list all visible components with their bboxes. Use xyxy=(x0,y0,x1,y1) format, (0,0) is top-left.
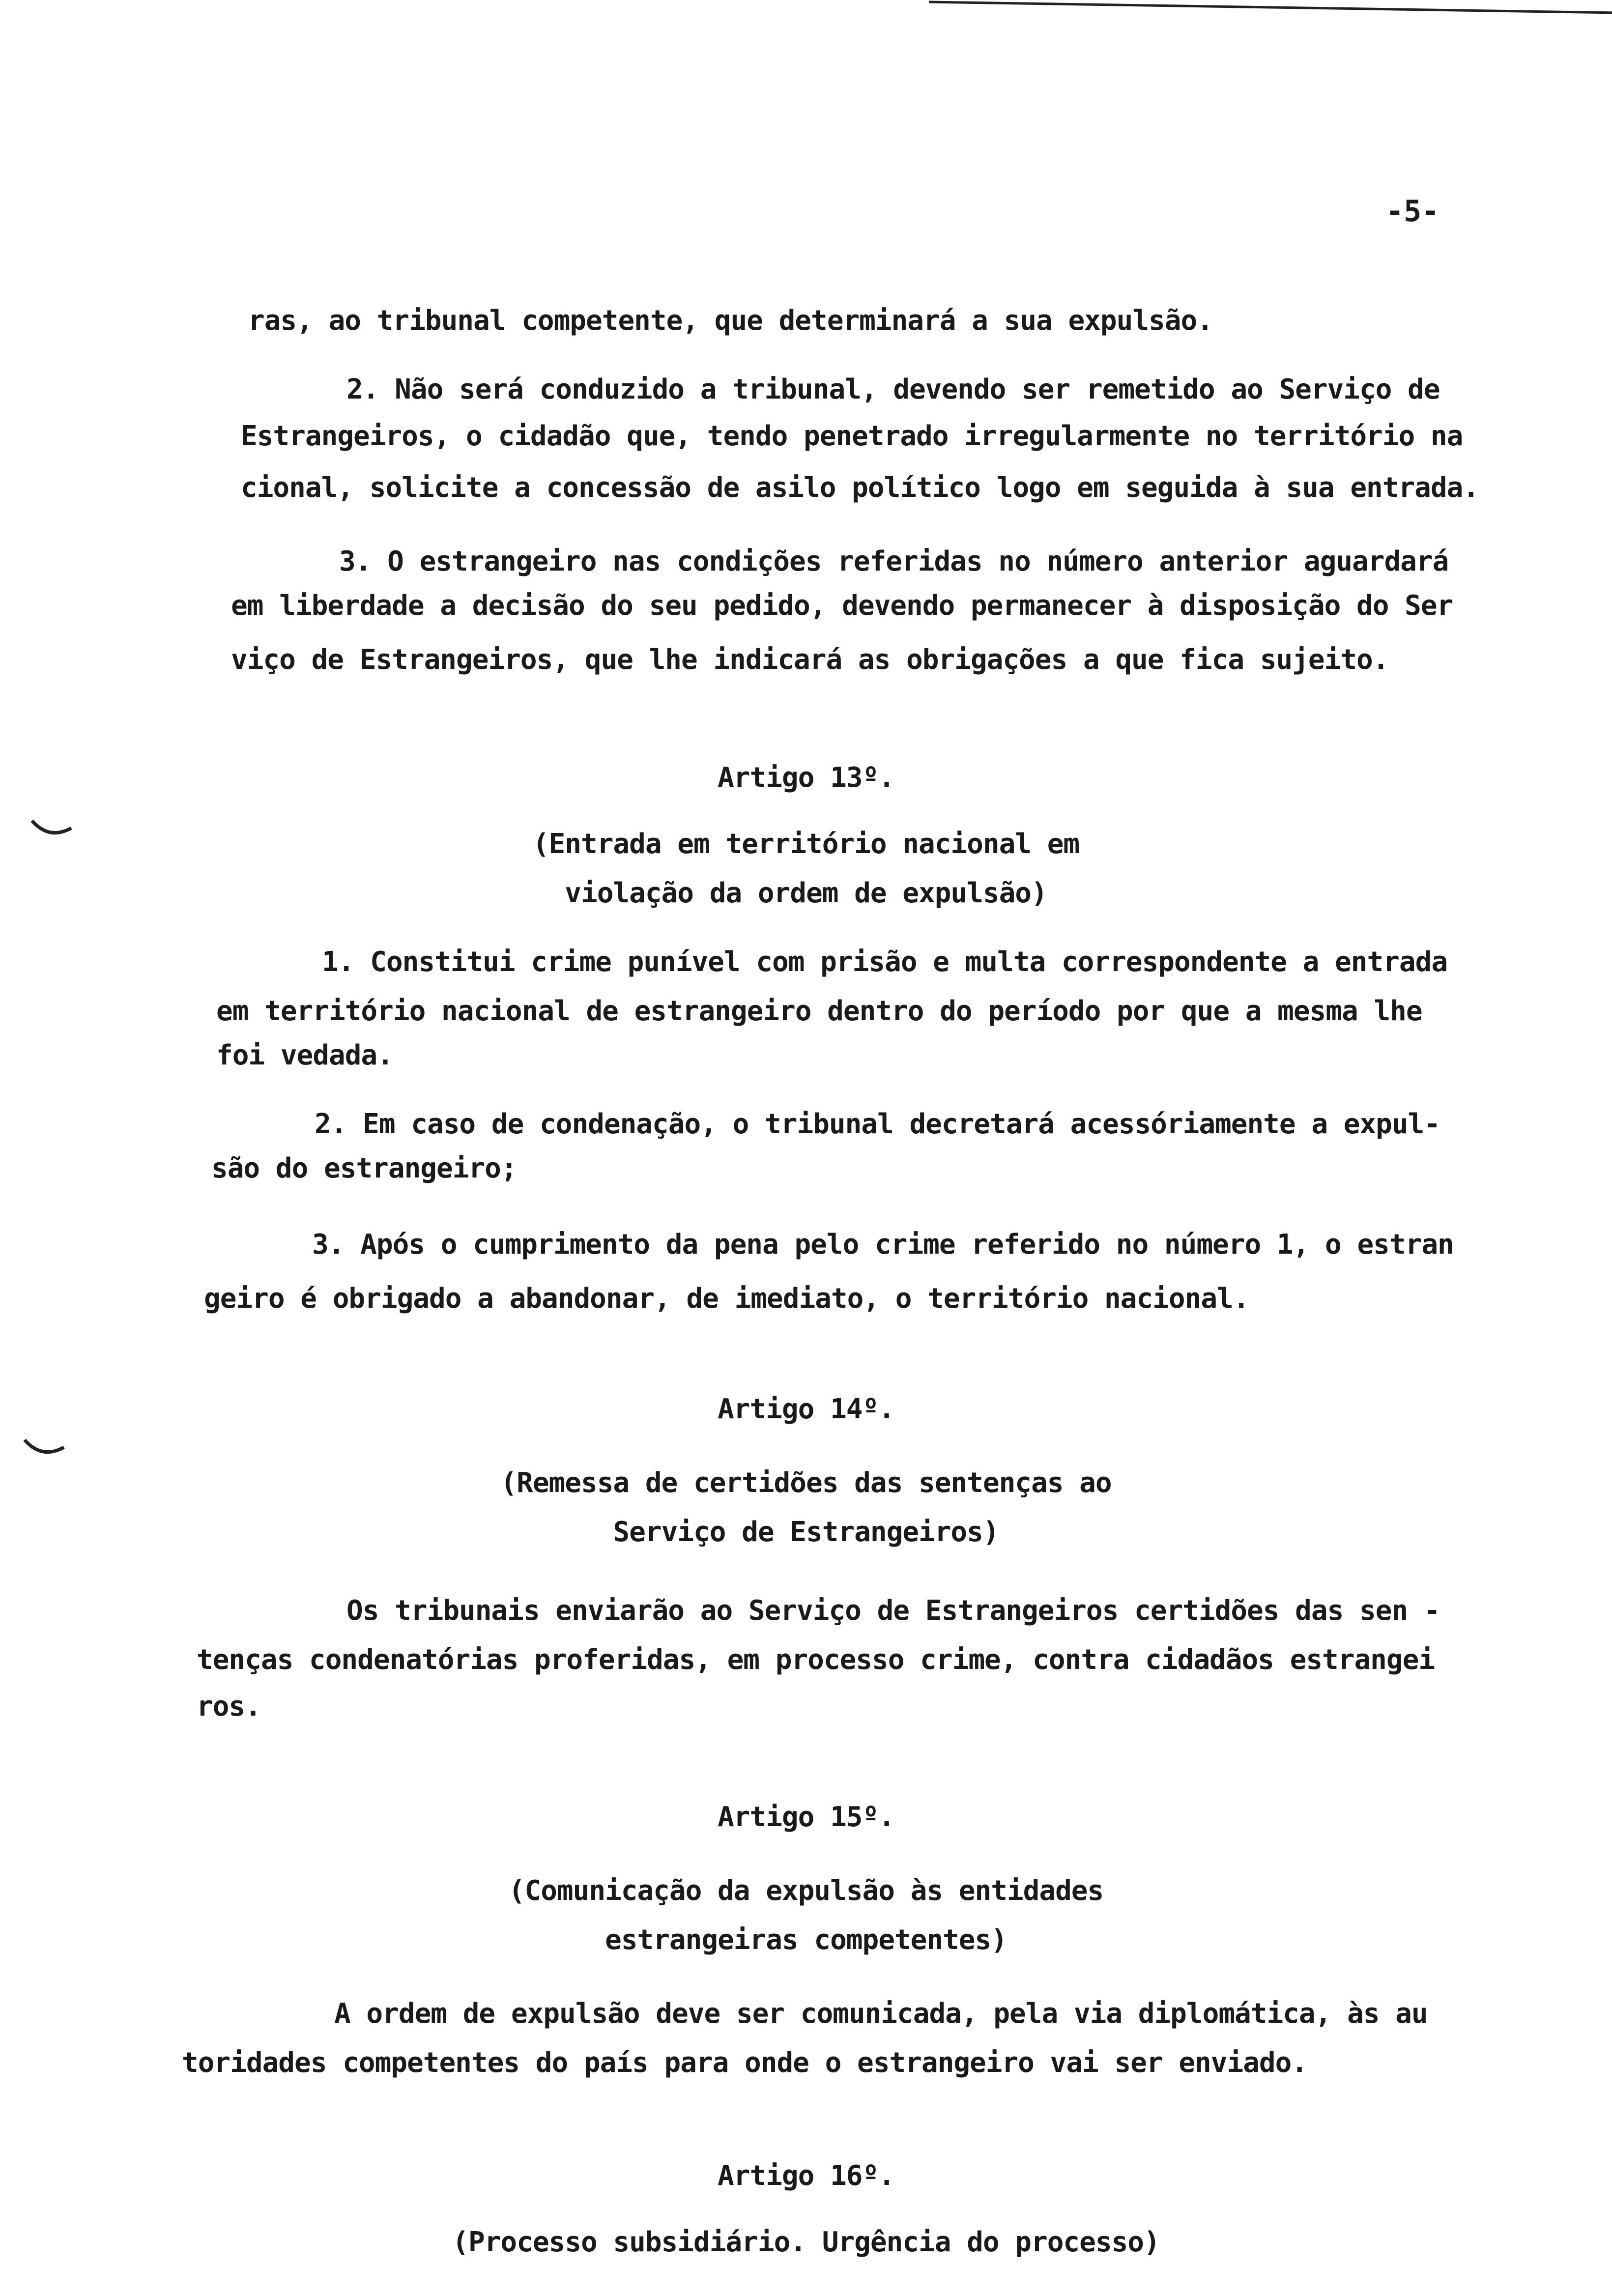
paragraph-line: tenças condenatórias proferidas, em processo crime, contra cidadãos estrangei xyxy=(197,1644,1435,1676)
page-number: -5- xyxy=(1386,194,1439,229)
article-13-heading: violação da ordem de expulsão) xyxy=(565,877,1047,909)
paragraph-line: são do estrangeiro; xyxy=(211,1152,517,1184)
paragraph-line: em liberdade a decisão do seu pedido, devendo permanecer à disposição do Ser xyxy=(231,590,1453,622)
paragraph-line: ros. xyxy=(197,1691,261,1722)
article-14-heading: Serviço de Estrangeiros) xyxy=(613,1516,999,1548)
article-13-heading: (Entrada em território nacional em xyxy=(532,828,1080,860)
paragraph-line: 3. O estrangeiro nas condições referidas no número anterior aguardará xyxy=(339,545,1449,577)
paragraph-line: 2. Em caso de condenação, o tribunal decretará acessóriamente a expul- xyxy=(315,1108,1440,1140)
paragraph-line: toridades competentes do país para onde o estrangeiro vai ser enviado. xyxy=(182,2047,1308,2079)
paragraph-line: cional, solicite a concessão de asilo político logo em seguida à sua entrada. xyxy=(241,472,1479,504)
paragraph-line: Estrangeiros, o cidadão que, tendo penetrado irregularmente no território na xyxy=(241,420,1463,452)
article-16-title: Artigo 16º. xyxy=(718,2160,894,2192)
paragraph-line: viço de Estrangeiros, que lhe indicará as obrigações a que fica sujeito. xyxy=(231,644,1389,676)
paragraph-line: geiro é obrigado a abandonar, de imediato, o território nacional. xyxy=(204,1283,1249,1315)
paragraph-line: A ordem de expulsão deve ser comunicada, pela via diplomática, às au xyxy=(334,1998,1428,2030)
article-14-title: Artigo 14º. xyxy=(718,1393,894,1425)
paragraph-line: 2. Não será conduzido a tribunal, devendo ser remetido ao Serviço de xyxy=(346,373,1440,405)
article-15-heading: estrangeiras competentes) xyxy=(605,1924,1007,1956)
paragraph-line: em território nacional de estrangeiro dentro do período por que a mesma lhe xyxy=(216,995,1422,1027)
paragraph-line: foi vedada. xyxy=(216,1039,393,1071)
article-16-heading: (Processo subsidiário. Urgência do processo) xyxy=(452,2226,1160,2258)
paragraph-line: 3. Após o cumprimento da pena pelo crime referido no número 1, o estran xyxy=(312,1229,1454,1261)
top-rule xyxy=(929,0,1612,14)
article-15-heading: (Comunicação da expulsão às entidades xyxy=(508,1875,1104,1907)
punch-hole-mark-lower xyxy=(22,1435,66,1464)
paragraph-line: Os tribunais enviarão ao Serviço de Estrangeiros certidões das sen - xyxy=(346,1595,1440,1627)
article-15-title: Artigo 15º. xyxy=(718,1801,894,1833)
article-14-heading: (Remessa de certidões das sentenças ao xyxy=(500,1467,1112,1499)
paragraph-line: ras, ao tribunal competente, que determinará a sua expulsão. xyxy=(248,305,1213,337)
article-13-title: Artigo 13º. xyxy=(718,762,894,794)
paragraph-line: 1. Constitui crime punível com prisão e multa correspondente a entrada xyxy=(322,946,1448,978)
